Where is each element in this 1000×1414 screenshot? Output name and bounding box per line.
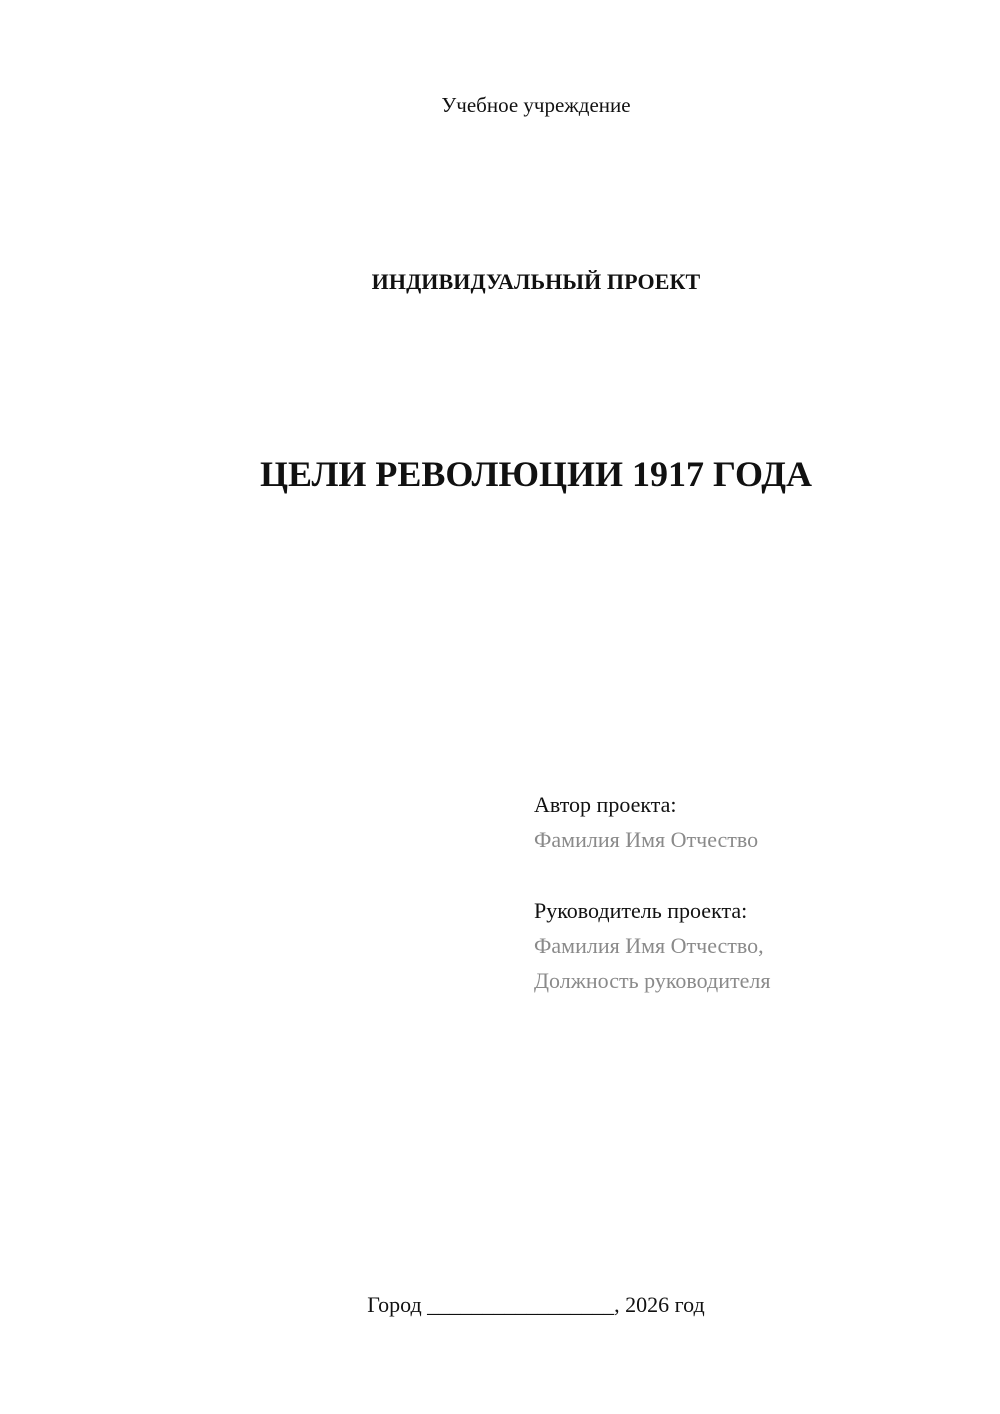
document-type-heading: ИНДИВИДУАЛЬНЫЙ ПРОЕКТ: [371, 269, 701, 294]
city-year-line: Город _________________, 2026 год: [367, 1292, 705, 1317]
author-name-placeholder: Фамилия Имя Отчество: [534, 827, 759, 852]
supervisor-name-placeholder: Фамилия Имя Отчество,: [534, 933, 764, 958]
document-title: ЦЕЛИ РЕВОЛЮЦИИ 1917 ГОДА: [260, 454, 812, 494]
project-info-block: [534, 787, 964, 998]
author-label: Автор проекта:: [534, 792, 677, 817]
supervisor-label: Руководитель проекта:: [534, 898, 748, 923]
institution-name: Учебное учреждение: [441, 93, 631, 117]
info-block-spacer: [534, 857, 964, 893]
supervisor-position-placeholder: Должность руководителя: [534, 968, 771, 993]
